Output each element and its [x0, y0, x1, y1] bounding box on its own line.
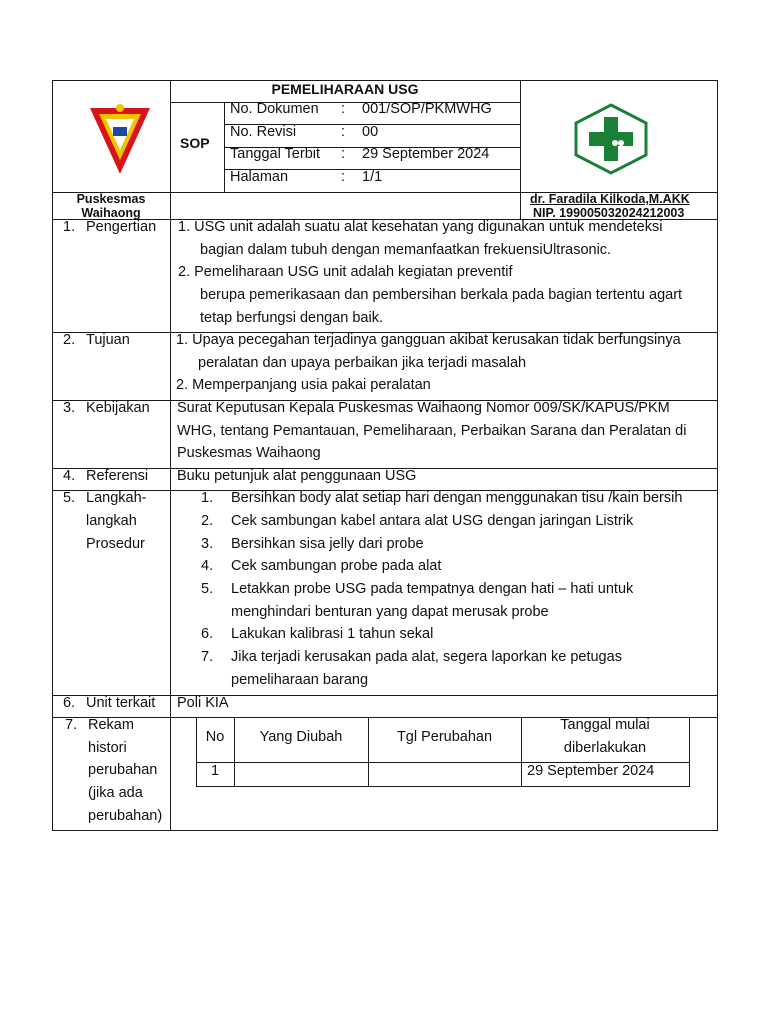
section-number: 5.	[63, 490, 76, 506]
section-label: Tujuan	[86, 332, 130, 348]
section-label: perubahan	[88, 762, 158, 778]
table-header: Tgl Perubahan	[396, 729, 493, 745]
section-label: perubahan)	[88, 808, 163, 824]
section-label: Kebijakan	[86, 400, 150, 416]
table-header: Tanggal mulai	[560, 717, 650, 733]
document-title: PEMELIHARAAN USG	[271, 81, 419, 97]
section-number: 6.	[63, 695, 76, 711]
content-line: Puskesmas Waihaong	[177, 445, 321, 461]
content-line: Buku petunjuk alat penggunaan USG	[177, 468, 417, 484]
meta-sep: :	[341, 146, 346, 162]
section-label: langkah	[86, 513, 137, 529]
section-number: 7.	[65, 717, 78, 733]
content-line: berupa pemerikasaan dan pembersihan berkala pada bagian tertentu agart	[200, 287, 683, 303]
meta-sep: :	[341, 101, 346, 117]
step-number: 7.	[201, 649, 214, 665]
section-label: histori	[88, 740, 127, 756]
city-logo	[86, 100, 154, 180]
section-label: Langkah-	[86, 490, 147, 506]
section-label: Rekam	[88, 717, 134, 733]
table-cell: 29 September 2024	[527, 763, 655, 779]
section-number: 2.	[63, 332, 76, 348]
section-number: 3.	[63, 400, 76, 416]
meta-sep: :	[341, 124, 346, 140]
step-text: Bersihkan sisa jelly dari probe	[231, 536, 424, 552]
step-text: Cek sambungan kabel antara alat USG dengan jaringan Listrik	[231, 513, 634, 529]
table-cell: 1	[211, 763, 220, 779]
content-line: peralatan dan upaya perbaikan jika terjadi masalah	[198, 355, 527, 371]
content-line: tetap berfungsi dengan baik.	[200, 310, 383, 326]
section-number: 4.	[63, 468, 76, 484]
step-number: 1.	[201, 490, 214, 506]
content-line: Poli KIA	[177, 695, 229, 711]
section-label: Prosedur	[86, 536, 145, 552]
step-number: 6.	[201, 626, 214, 642]
section-label: (jika ada	[88, 785, 143, 801]
meta-label: No. Revisi	[230, 124, 297, 140]
meta-value: 1/1	[362, 169, 383, 185]
content-line: bagian dalam tubuh dengan memanfaatkan frekuensiUltrasonic.	[200, 242, 612, 258]
content-line: 1. Upaya pecegahan terjadinya gangguan akibat kerusakan tidak berfungsinya	[176, 332, 681, 348]
step-number: 2.	[201, 513, 214, 529]
meta-label: No. Dokumen	[230, 101, 319, 117]
meta-value: 00	[362, 124, 379, 140]
meta-sep: :	[341, 169, 346, 185]
org-name-line2: Waihaong	[81, 206, 141, 220]
section-label: Unit terkait	[86, 695, 156, 711]
step-text: Jika terjadi kerusakan pada alat, segera laporkan ke petugas	[231, 649, 622, 665]
section-label: Referensi	[86, 468, 149, 484]
content-line: WHG, tentang Pemantauan, Pemeliharaan, Perbaikan Sarana dan Peralatan di	[177, 423, 687, 439]
meta-label: Tanggal Terbit	[230, 146, 321, 162]
signer-name: dr. Faradila Kilkoda,M.AKK	[530, 192, 690, 206]
table-header: No	[205, 729, 225, 745]
puskesmas-logo	[574, 103, 648, 175]
sop-label: SOP	[180, 135, 210, 151]
org-name-line1: Puskesmas	[76, 192, 146, 206]
section-number: 1.	[63, 219, 76, 235]
section-label: Pengertian	[86, 219, 157, 235]
content-line: 2. Memperpanjang usia pakai peralatan	[176, 377, 431, 393]
step-text: Cek sambungan probe pada alat	[231, 558, 442, 574]
table-header: Yang Diubah	[259, 729, 343, 745]
step-number: 5.	[201, 581, 214, 597]
signer-nip: NIP. 199005032024212003	[533, 206, 685, 220]
step-text: menghindari benturan yang dapat merusak probe	[231, 604, 549, 620]
meta-value: 001/SOP/PKMWHG	[362, 101, 492, 117]
step-number: 3.	[201, 536, 214, 552]
content-line: Surat Keputusan Kepala Puskesmas Waihaong Nomor 009/SK/KAPUS/PKM	[177, 400, 670, 416]
step-text: pemeliharaan barang	[231, 672, 369, 688]
step-text: Bersihkan body alat setiap hari dengan menggunakan tisu /kain bersih	[231, 490, 683, 506]
step-number: 4.	[201, 558, 214, 574]
meta-value: 29 September 2024	[362, 146, 490, 162]
content-line: 2. Pemeliharaan USG unit adalah kegiatan preventif	[178, 264, 513, 280]
content-line: 1. USG unit adalah suatu alat kesehatan yang digunakan untuk mendeteksi	[178, 219, 663, 235]
step-text: Lakukan kalibrasi 1 tahun sekal	[231, 626, 434, 642]
step-text: Letakkan probe USG pada tempatnya dengan hati – hati untuk	[231, 581, 634, 597]
meta-label: Halaman	[230, 169, 289, 185]
table-header: diberlakukan	[563, 740, 647, 756]
